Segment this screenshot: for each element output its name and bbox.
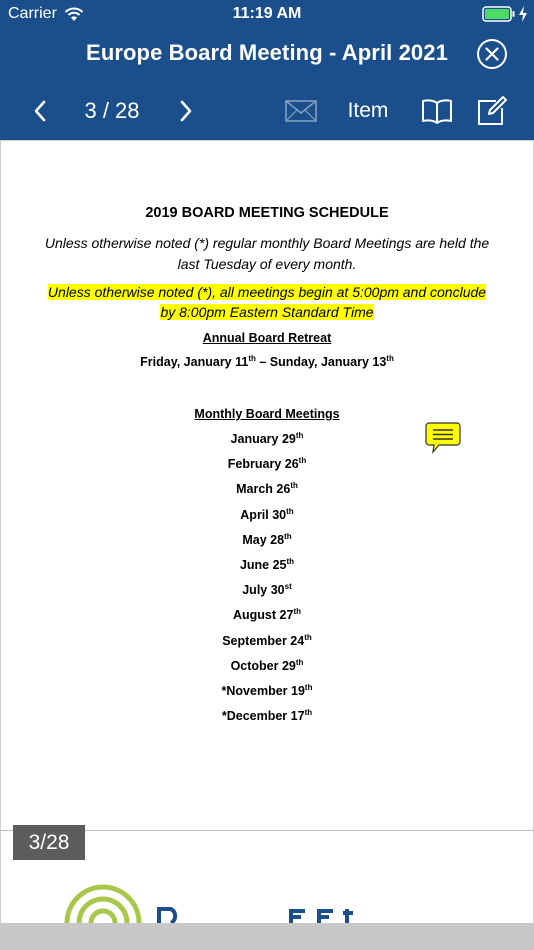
charging-bolt-icon bbox=[518, 6, 528, 22]
bottom-bar bbox=[0, 923, 534, 950]
retreat-dates: Friday, January 11th – Sunday, January 13th bbox=[140, 354, 394, 369]
meeting-date: October 29th bbox=[230, 657, 304, 673]
page-number-badge: 3/28 bbox=[13, 825, 85, 860]
meeting-date: January 29th bbox=[230, 431, 304, 446]
meeting-date: *November 19th bbox=[221, 682, 313, 698]
meeting-date: February 26th bbox=[227, 456, 307, 472]
item-button[interactable]: Item bbox=[347, 99, 389, 122]
document-toolbar bbox=[0, 88, 534, 136]
monthly-meetings-heading: Monthly Board Meetings bbox=[194, 407, 340, 421]
app-header bbox=[0, 0, 534, 140]
schedule-note: Unless otherwise noted (*) regular monthly Board Meetings are held the last Tuesday of every month. bbox=[44, 235, 490, 272]
battery-icon bbox=[482, 6, 516, 22]
book-icon[interactable] bbox=[421, 98, 453, 124]
highlight-text: Unless otherwise noted (*), all meetings begin at 5:00pm and conclude by 8:00pm Eastern Standard Time bbox=[47, 284, 487, 320]
edit-icon[interactable] bbox=[476, 96, 508, 126]
comment-annotation-icon[interactable] bbox=[425, 422, 461, 454]
schedule-heading: 2019 BOARD MEETING SCHEDULE bbox=[145, 205, 389, 221]
status-bar bbox=[0, 0, 534, 28]
meeting-list bbox=[1, 432, 533, 734]
close-circle-icon[interactable] bbox=[476, 38, 508, 70]
meeting-date: *December 17th bbox=[221, 708, 313, 724]
meeting-date: March 26th bbox=[236, 481, 298, 497]
document-page bbox=[1, 141, 533, 831]
status-time: 11:19 AM bbox=[232, 5, 302, 22]
meeting-date: May 28th bbox=[242, 531, 292, 547]
meeting-date: September 24th bbox=[222, 632, 312, 648]
carrier-label: Carrier bbox=[8, 5, 57, 22]
meeting-date: July 30st bbox=[242, 582, 292, 598]
chevron-right-icon[interactable] bbox=[176, 98, 196, 124]
highlighted-note bbox=[41, 282, 493, 322]
mail-icon[interactable] bbox=[285, 100, 317, 122]
chevron-left-icon[interactable] bbox=[30, 98, 50, 124]
retreat-heading: Annual Board Retreat bbox=[202, 331, 332, 345]
meeting-date: June 25th bbox=[239, 556, 295, 572]
page-counter: 3 / 28 bbox=[84, 98, 140, 123]
meeting-date: April 30th bbox=[240, 506, 294, 522]
meeting-title: Europe Board Meeting - April 2021 bbox=[86, 40, 448, 65]
meeting-date: August 27th bbox=[233, 607, 301, 623]
